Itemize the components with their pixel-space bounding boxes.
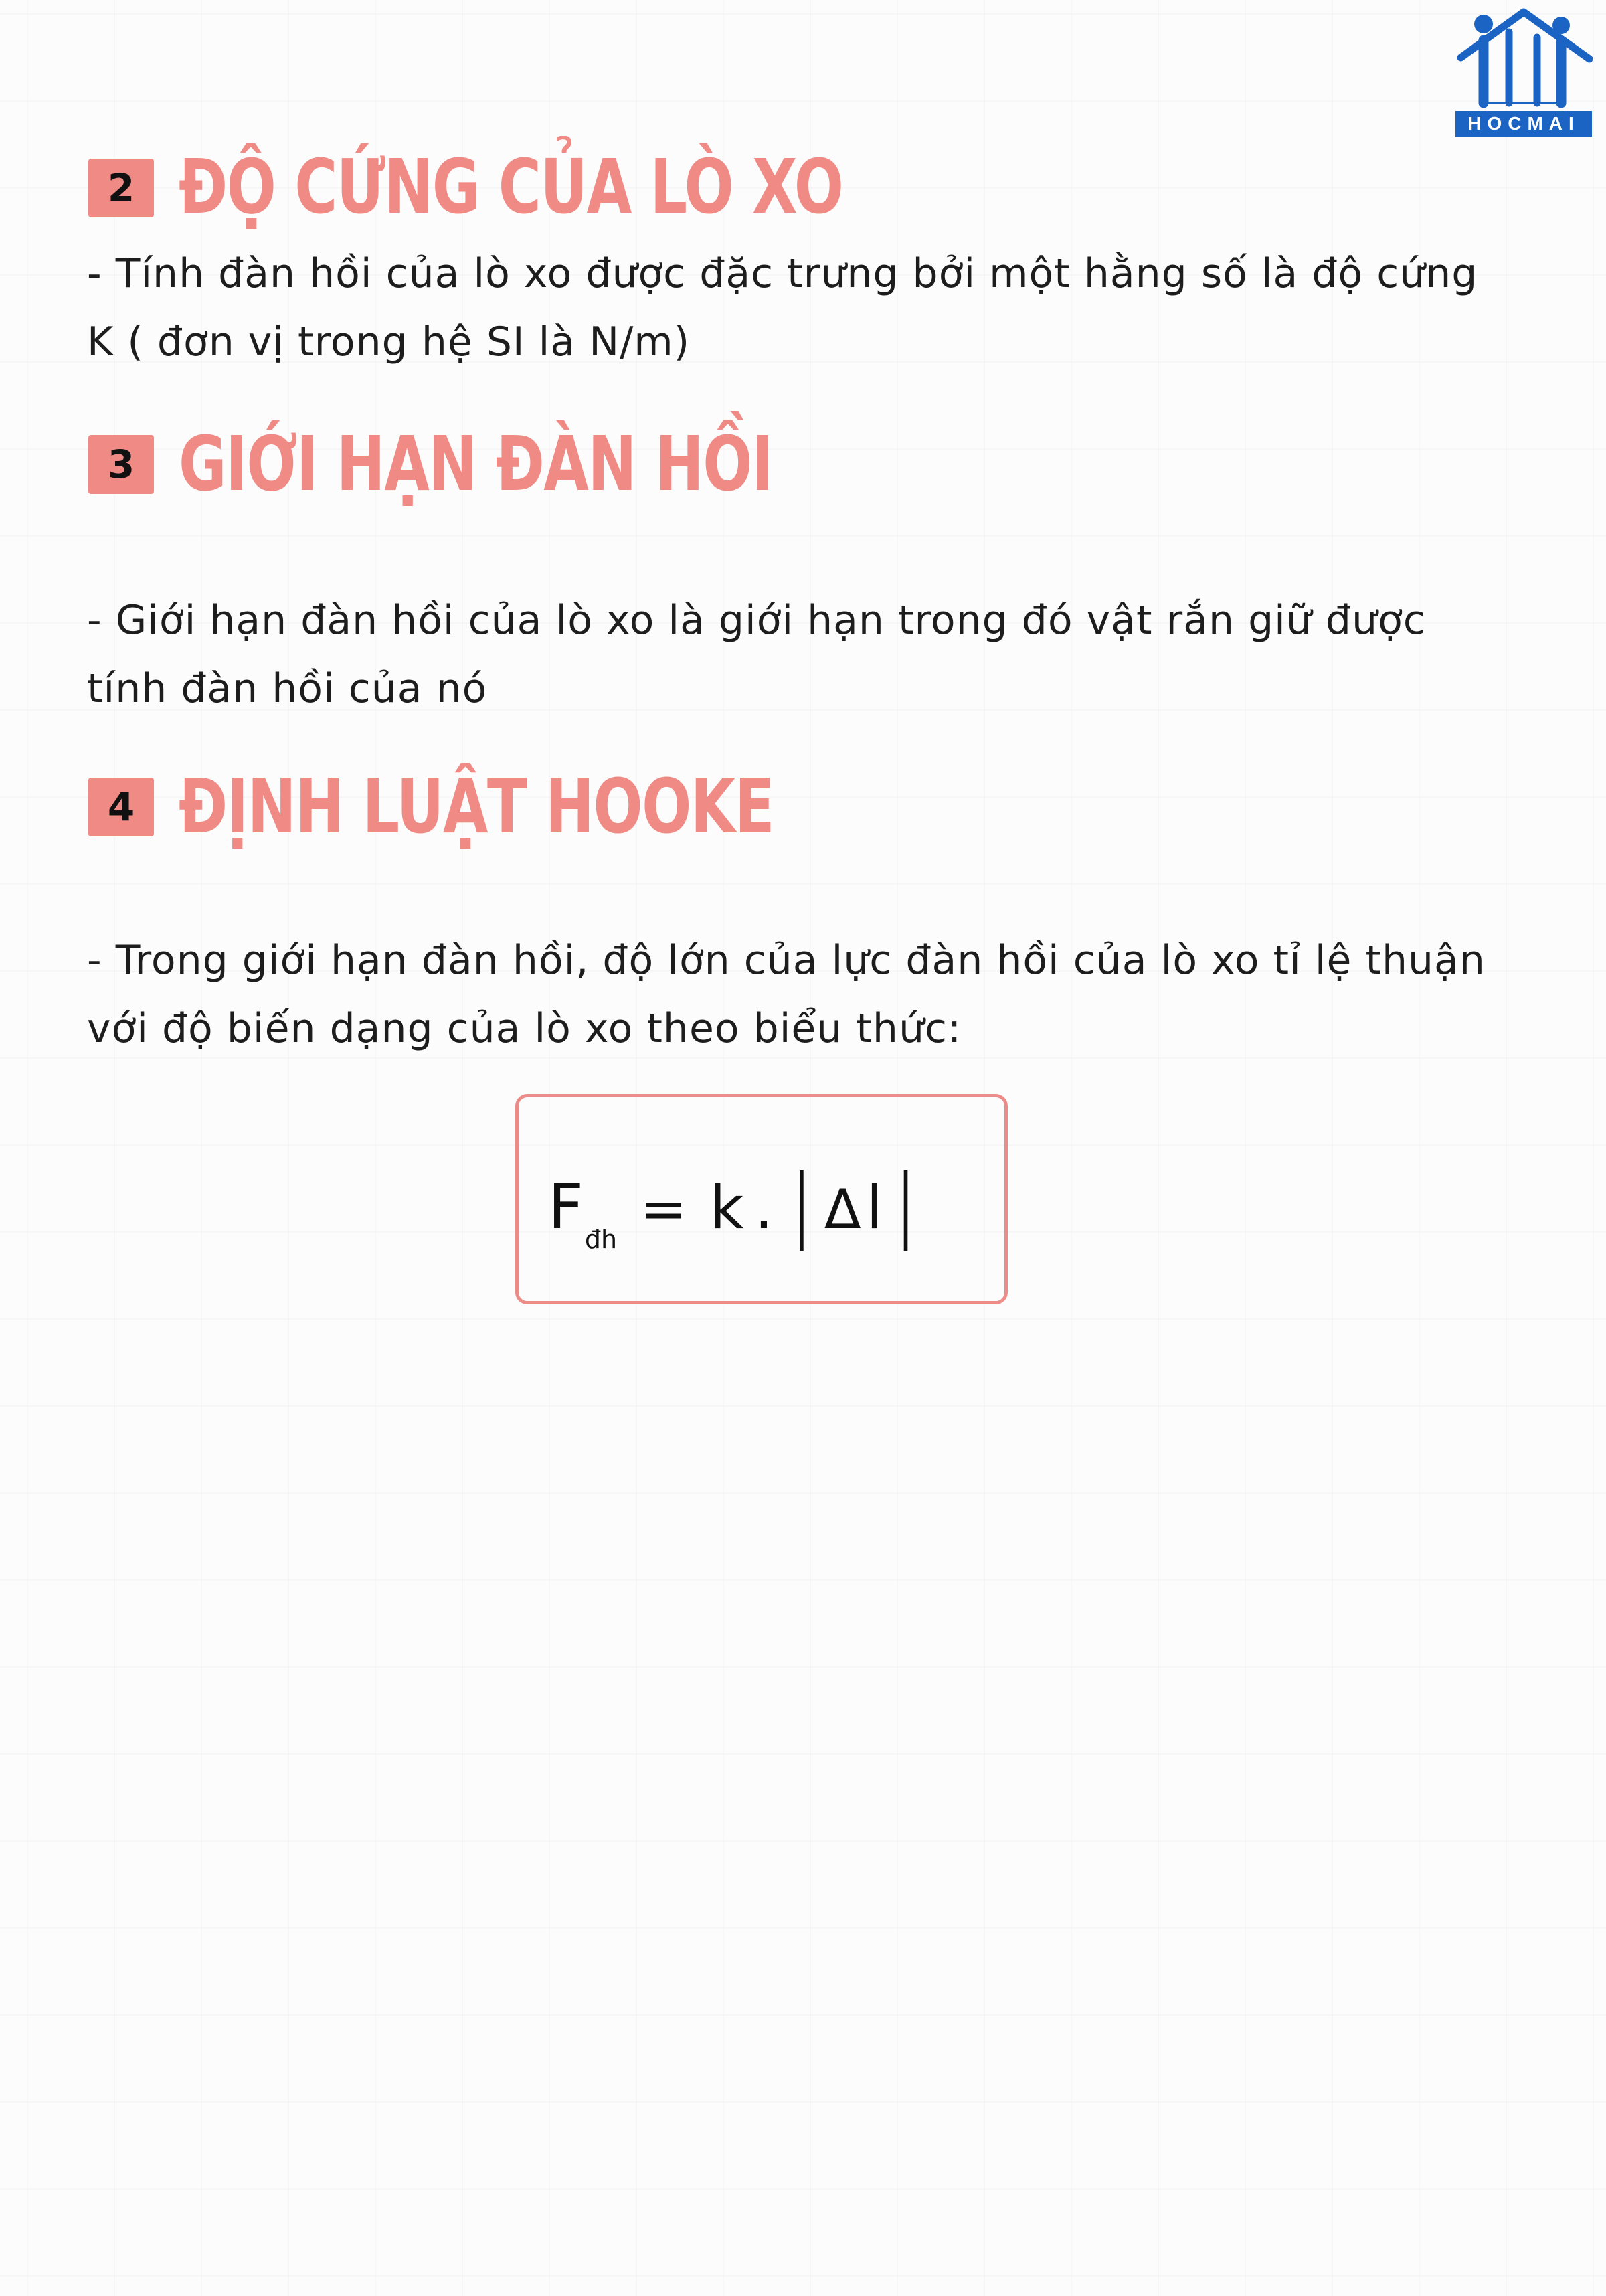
section-title: ĐỊNH LUẬT HOOKE xyxy=(179,764,774,851)
formula-coefficient: k xyxy=(709,1173,744,1242)
formula-abs-open: | xyxy=(788,1158,815,1251)
section-2-text: - Tính đàn hồi của lò xo được đặc trưng bởi một hằng số là độ cứng K ( đơn vị trong hệ SI là N/m) xyxy=(87,250,1478,365)
hocmai-logo-text: HOCMAI xyxy=(1455,111,1592,137)
hooke-formula xyxy=(548,1158,919,1254)
section-title: ĐỘ CỨNG CỦA LÒ XO xyxy=(179,144,843,231)
section-3-text: - Giới hạn đàn hồi của lò xo là giới hạn trong đó vật rắn giữ được tính đàn hồi của nó xyxy=(87,597,1426,712)
formula-box xyxy=(515,1094,1008,1304)
hocmai-logo xyxy=(1455,5,1596,137)
formula-subscript: đh xyxy=(584,1225,618,1254)
hocmai-people-icon xyxy=(1455,5,1596,112)
section-number-badge: 2 xyxy=(88,159,154,217)
formula-dot: . xyxy=(754,1173,774,1242)
section-4-text: - Trong giới hạn đàn hồi, độ lớn của lực đàn hồi của lò xo tỉ lệ thuận với độ biến dạng của lò xo theo biểu thức: xyxy=(87,937,1486,1052)
formula-force-symbol: F xyxy=(548,1171,584,1243)
formula-equals: = xyxy=(640,1176,687,1241)
section-number-badge: 3 xyxy=(88,435,154,494)
formula-delta: Δ xyxy=(824,1178,861,1241)
formula-abs-close: | xyxy=(892,1158,919,1251)
section-title: GIỚI HẠN ĐÀN HỒI xyxy=(179,421,772,508)
formula-variable: l xyxy=(866,1173,883,1242)
section-number-badge: 4 xyxy=(88,778,154,836)
